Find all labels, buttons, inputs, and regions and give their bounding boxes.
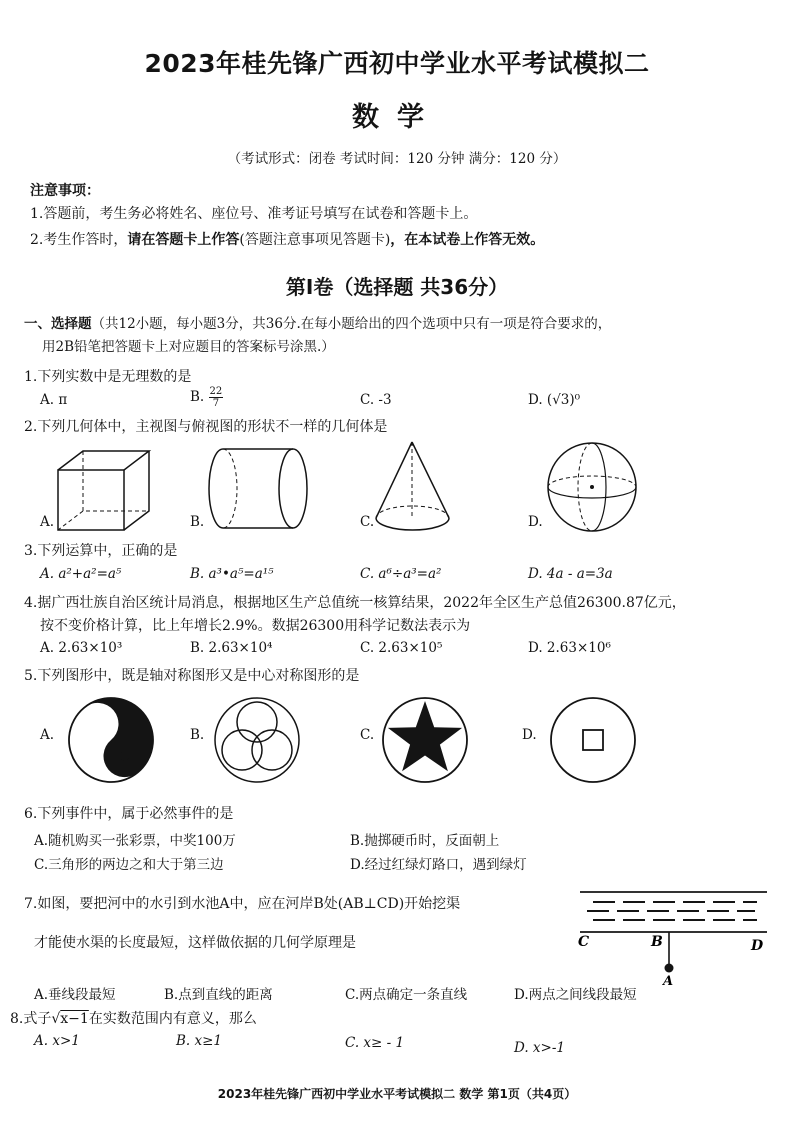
q6-option-a: A.随机购买一张彩票，中奖100万 (34, 833, 236, 849)
cube-figure (55, 448, 155, 533)
river-figure (575, 888, 775, 989)
q3-option-a: A. a²+a²=a⁵ (40, 566, 122, 582)
q4-stem-2: 按不变价格计算，比上年增长2.9%。数据26300用科学记数法表示为 (40, 618, 471, 634)
river-label-a: A (663, 974, 674, 989)
q4-option-a: A. 2.63×10³ (40, 640, 123, 656)
q6-option-c: C.三角形的两边之和大于第三边 (34, 857, 224, 873)
exam-title: 2023年桂先锋广西初中学业水平考试模拟二 (144, 49, 650, 78)
river-label-c: C (578, 934, 590, 950)
page-footer: 2023年桂先锋广西初中学业水平考试模拟二 数学 第1页（共4页） (217, 1087, 577, 1101)
note-1: 1.答题前，考生务必将姓名、座位号、准考证号填写在试卷和答题卡上。 (30, 206, 478, 222)
instruction-line1: （共12小题，每小题3分，共36分.在每小题给出的四个选项中只有一项是符合要求的， (91, 316, 612, 332)
note-2-c: (答题注意事项见答题卡) (239, 232, 391, 248)
q1-stem: 1.下列实数中是无理数的是 (24, 369, 192, 385)
q1-option-d: D. (√3)⁰ (528, 392, 581, 408)
q3-option-d: D. 4a - a=3a (528, 566, 613, 582)
q7-option-d: D.两点之间线段最短 (514, 987, 637, 1003)
q2-option-b: B. (190, 514, 205, 530)
note-2 (30, 229, 544, 249)
q6-option-b: B.抛掷硬币时，反面朝上 (350, 833, 500, 849)
q5-option-c: C. (360, 727, 375, 743)
river-label-d: D (751, 938, 764, 954)
q1-fraction-num: 22 (209, 386, 223, 397)
q3-option-b: B. a³•a⁵=a¹⁵ (190, 566, 274, 582)
q2-option-d: D. (528, 514, 543, 530)
q5-option-d: D. (522, 727, 537, 743)
q7-stem-1: 7.如图，要把河中的水引到水池A中，应在河岸B处(AB⊥CD)开始挖渠 (24, 896, 461, 912)
subject-title: 数学 (352, 102, 442, 133)
q5-stem: 5.下列图形中，既是轴对称图形又是中心对称图形的是 (24, 668, 360, 684)
yin-yang-figure (66, 695, 156, 785)
note-2-d: ，在本试卷上作答无效。 (390, 232, 545, 248)
q6-stem: 6.下列事件中，属于必然事件的是 (24, 806, 234, 822)
section-instruction-2: 用2B铅笔把答题卡上对应题目的答案标号涂黑.） (42, 339, 335, 355)
q8-option-a: A. x>1 (34, 1033, 80, 1049)
q8-option-d: D. x>-1 (514, 1040, 566, 1056)
q1-option-c: C. -3 (360, 392, 392, 408)
notes-title: 注意事项： (30, 183, 100, 199)
cylinder-figure (205, 446, 315, 531)
cone-figure (373, 440, 453, 535)
section-title: 第Ⅰ卷（选择题 共36分） (285, 275, 509, 299)
q7-stem-2: 才能使水渠的长度最短，这样做依据的几何学原理是 (34, 935, 356, 951)
instruction-head: 一、选择题 (24, 316, 92, 332)
section-instruction-1 (24, 312, 611, 332)
q7-option-b: B.点到直线的距离 (164, 987, 273, 1003)
q4-stem-1: 4.据广西壮族自治区统计局消息，根据地区生产总值统一核算结果，2022年全区生产总值26300.87亿元， (24, 595, 686, 611)
q8-stem-post: 在实数范围内有意义，那么 (88, 1011, 257, 1027)
note-2-a: 2.考生作答时， (30, 232, 128, 248)
q8-option-c: C. x≥ - 1 (345, 1035, 405, 1051)
square-hole-coin-figure (548, 695, 638, 785)
q3-stem: 3.下列运算中，正确的是 (24, 543, 178, 559)
q2-stem: 2.下列几何体中，主视图与俯视图的形状不一样的几何体是 (24, 419, 388, 435)
q8-radical: x−1 (60, 1011, 89, 1027)
q2-option-a: A. (40, 514, 55, 530)
star-circle-figure (380, 695, 470, 785)
river-label-b: B (651, 934, 663, 950)
q4-option-b: B. 2.63×10⁴ (190, 640, 273, 656)
q8-stem: 8.式子√x−1在实数范围内有意义，那么 (10, 1011, 257, 1027)
q1-option-a: A. π (40, 392, 68, 408)
sphere-figure (545, 440, 640, 535)
q8-option-b: B. x≥1 (176, 1033, 223, 1049)
q1-fraction (209, 386, 224, 409)
q1-fraction-den: 7 (212, 398, 220, 409)
three-circles-figure (212, 695, 302, 785)
q1-option-b-label: B. (190, 389, 205, 405)
q1-option-b (190, 386, 223, 409)
q8-stem-pre: 8.式子 (10, 1011, 52, 1027)
q2-option-c: C. (360, 514, 375, 530)
q4-option-d: D. 2.63×10⁶ (528, 640, 611, 656)
q4-option-c: C. 2.63×10⁵ (360, 640, 443, 656)
q3-option-c: C. a⁶÷a³=a² (360, 566, 442, 582)
q7-option-a: A.垂线段最短 (34, 987, 116, 1003)
q5-option-a: A. (40, 727, 55, 743)
q7-option-c: C.两点确定一条直线 (345, 987, 468, 1003)
note-2-b: 请在答题卡上作答 (127, 232, 240, 248)
q5-option-b: B. (190, 727, 205, 743)
q6-option-d: D.经过红绿灯路口，遇到绿灯 (350, 857, 527, 873)
exam-info: （考试形式：闭卷 考试时间：120 分钟 满分：120 分） (227, 151, 567, 167)
